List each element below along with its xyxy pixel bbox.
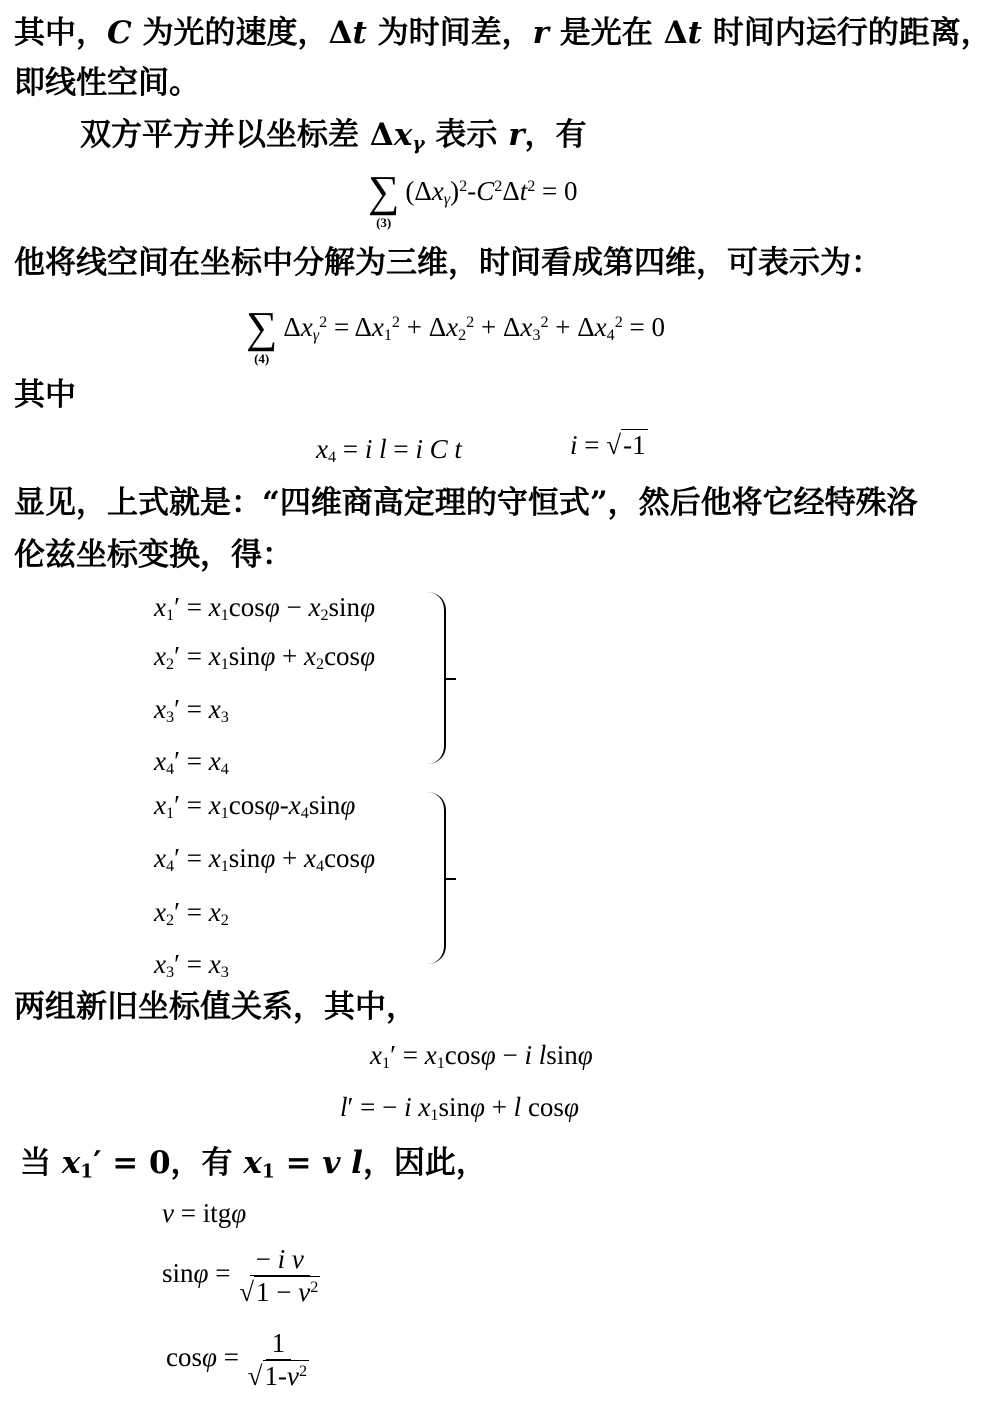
group1-eq: $x_4' = x_4$ <box>154 746 229 779</box>
equation-x1-prime: $x_1' = x_1\cos\varphi - i$ lsinφ <box>370 1040 593 1073</box>
paragraph-line: 两组新旧坐标值关系，其中， <box>14 989 417 1025</box>
equation-l-prime: l′ = − i $x_1\sin\varphi + l$ cosφ <box>340 1092 579 1125</box>
paragraph-line: 即线性空间。 <box>14 65 200 101</box>
paragraph-line: 当 $x_1' = 0$，有 $x_1 = v$ l，因此， <box>20 1145 487 1183</box>
group2-eq: $x_4' = x_1\sin\varphi + x_4\cos\varphi$ <box>154 843 375 876</box>
equation-i: i = √-1 <box>570 430 646 460</box>
paragraph-line: 伦兹坐标变换，得： <box>14 537 293 573</box>
paragraph-line: 其中 <box>14 377 76 413</box>
group2-eq: $x_3' = x_3$ <box>154 949 229 982</box>
equation-v: v = itgφ <box>162 1198 247 1228</box>
equation-sin: sinφ = $\frac{\text{− i v}}{√1 - v^2}$ <box>162 1244 319 1307</box>
paragraph-line: 其中，C 为光的速度，Δt 为时间差，r 是光在 Δt 时间内运行的距离， <box>14 15 992 51</box>
equation-x4: $x_4 = i$ l = i C t <box>316 434 462 467</box>
group2-eq: $x_2' = x_2$ <box>154 897 229 930</box>
paragraph-line: 他将线空间在坐标中分解为三维，时间看成第四维，可表示为： <box>14 245 882 281</box>
group1-eq: $x_3' = x_3$ <box>154 694 229 727</box>
equation-sum-4: ∑ (4) $\Delta x_\gamma^2 = \Delta x_1^2 + \Delta x_2^2 + \Delta x_3^2 + \Delta x_4^2 = 0$ <box>246 303 666 366</box>
equation-cos: cosφ = $\frac{1}{√1-v^2}$ <box>166 1328 308 1391</box>
right-brace <box>428 792 446 964</box>
equation-sum-3: ∑ (3) $(\Delta x_\gamma)^2-C^2\Delta t^2 = 0$ <box>368 167 578 230</box>
paragraph-line: 显见，上式就是：“四维商高定理的守恒式”，然后他将它经特殊洛 <box>14 485 918 521</box>
right-brace <box>428 592 446 764</box>
group1-eq: $x_2' = x_1\sin\varphi + x_2\cos\varphi$ <box>154 641 375 674</box>
group2-eq: $x_1' = x_1\cos\varphi-x_4\sin\varphi$ <box>154 790 356 823</box>
group1-eq: $x_1' = x_1\cos\varphi - x_2\sin\varphi$ <box>154 592 375 625</box>
paragraph-line: 双方平方并以坐标差 $\Delta x_\gamma$ 表示 r，有 <box>80 117 587 155</box>
